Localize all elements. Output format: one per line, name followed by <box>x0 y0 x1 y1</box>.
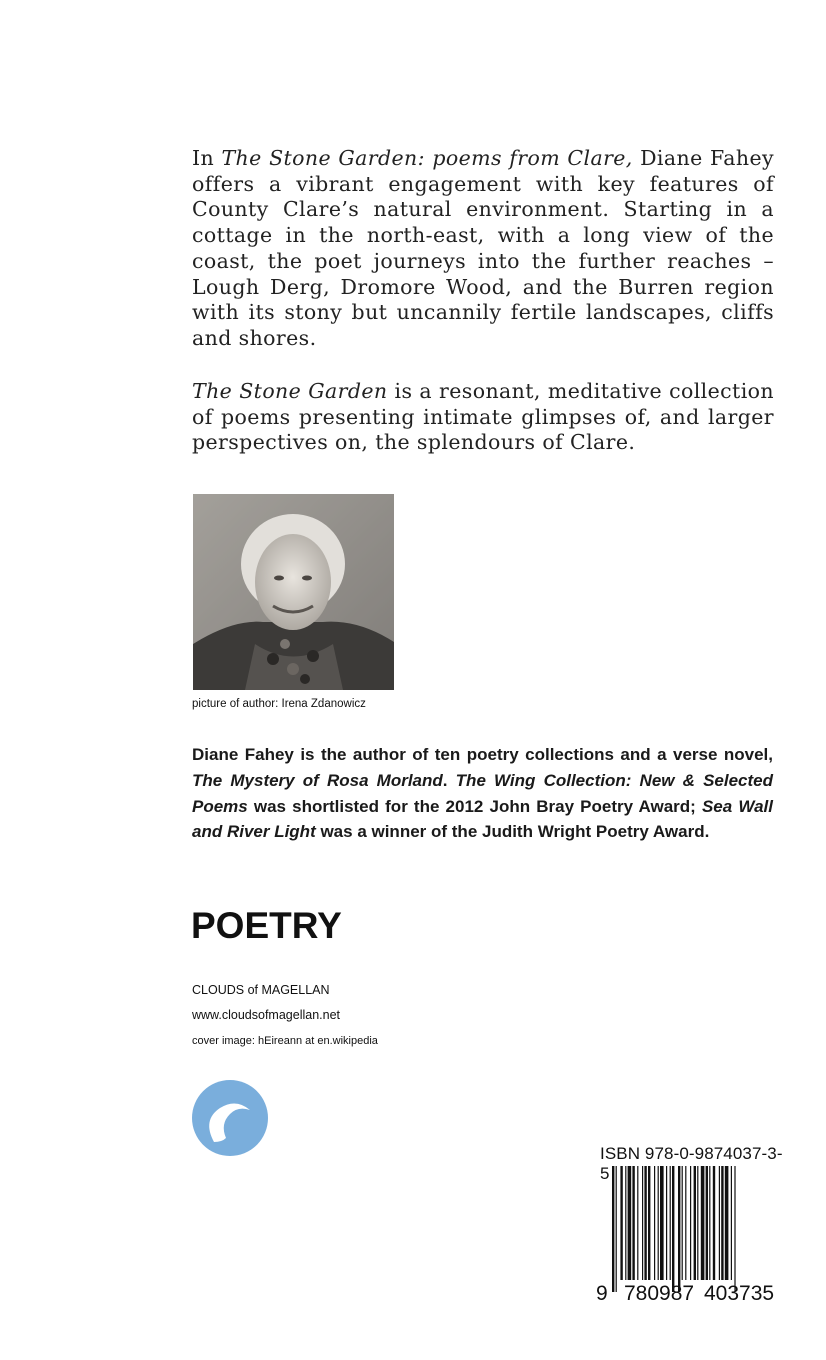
genre-heading: POETRY <box>191 905 342 946</box>
barcode-bar <box>725 1166 729 1280</box>
barcode-bar <box>644 1166 646 1280</box>
barcode-bar <box>731 1166 732 1280</box>
barcode-bar <box>706 1166 708 1280</box>
bio-title-2: The Wing Collection: New & Selected Poems <box>192 770 773 816</box>
blurb-paragraph-2 <box>192 379 774 456</box>
barcode-bar <box>697 1166 698 1280</box>
book-title-italic-2: The Stone Garden <box>192 379 388 403</box>
barcode-digits-left: 780987 <box>624 1282 695 1305</box>
bio-text-1: Diane Fahey is the author of ten poetry collections and a verse novel, <box>192 745 773 764</box>
barcode-bar <box>625 1166 626 1280</box>
barcode-bar <box>672 1166 674 1292</box>
barcode-bar <box>637 1166 638 1280</box>
blurb-p2-text: is a resonant, meditative collection of poems presenting intimate glimpses of, and larger perspectives on, the splendours of Clare. <box>192 379 774 455</box>
barcode-bar <box>632 1166 634 1280</box>
barcode-bar <box>660 1166 664 1280</box>
blurb-p1-text: Diane Fahey offers a vibrant engagement with key features of County Clare’s natural environment. Starting in a cottage in the north-east, with a long view of the coast, the poet journeys into the further reaches – Lough Derg, Dromore Wood, and the Burren region with its stony but uncannily fertile landscapes, cliffs and shores. <box>192 146 774 350</box>
barcode-bar <box>709 1166 710 1280</box>
barcode-bar <box>642 1166 643 1280</box>
barcode-bar <box>678 1166 680 1292</box>
author-bio <box>192 742 773 845</box>
photo-caption: picture of author: Irena Zdanowicz <box>192 698 366 710</box>
bio-title-3: Sea Wall and River Light <box>192 796 773 842</box>
barcode-bar <box>690 1166 691 1280</box>
blurb-paragraph-1 <box>192 146 774 352</box>
barcode-bar <box>694 1166 696 1280</box>
barcode-bar <box>713 1166 715 1280</box>
barcode-digits-right: 403735 <box>704 1282 775 1305</box>
barcode-bar <box>701 1166 705 1280</box>
cover-image-credit: cover image: hEireann at en.wikipedia <box>192 1035 378 1047</box>
barcode-bar <box>658 1166 659 1280</box>
isbn-label: ISBN 978-0-9874037-3-5 <box>600 1144 783 1183</box>
barcode-bar <box>666 1166 667 1280</box>
barcode-bar <box>612 1166 614 1292</box>
author-portrait-icon <box>193 494 394 690</box>
barcode-bar <box>721 1166 723 1280</box>
bio-text-4: was a winner of the Judith Wright Poetry Award. <box>315 822 710 842</box>
publisher-website: www.cloudsofmagellan.net <box>192 1008 340 1022</box>
barcode-bar <box>628 1166 632 1280</box>
barcode <box>594 1166 784 1306</box>
barcode-bar <box>616 1166 617 1292</box>
bio-text-3: was shortlisted for the 2012 John Bray Poetry Award; <box>247 796 702 816</box>
isbn-barcode-block <box>594 1144 784 1306</box>
author-photo <box>193 494 394 690</box>
publisher-name: CLOUDS of MAGELLAN <box>192 983 330 997</box>
barcode-digit-first: 9 <box>596 1282 608 1305</box>
barcode-bar <box>719 1166 720 1280</box>
bio-title-1: The Mystery of Rosa Morland <box>192 770 443 790</box>
barcode-bar <box>734 1166 735 1292</box>
blurb-p1-lead: In <box>192 146 222 170</box>
barcode-bar <box>620 1166 622 1280</box>
bio-text-2: . <box>442 770 456 790</box>
barcode-bar <box>682 1166 683 1280</box>
barcode-bar <box>670 1166 671 1280</box>
barcode-bar <box>685 1166 686 1280</box>
book-title-italic: The Stone Garden: poems from Clare, <box>221 146 633 170</box>
barcode-bar <box>654 1166 655 1280</box>
clouds-of-magellan-logo-icon <box>192 1080 268 1156</box>
barcode-bar <box>648 1166 650 1280</box>
